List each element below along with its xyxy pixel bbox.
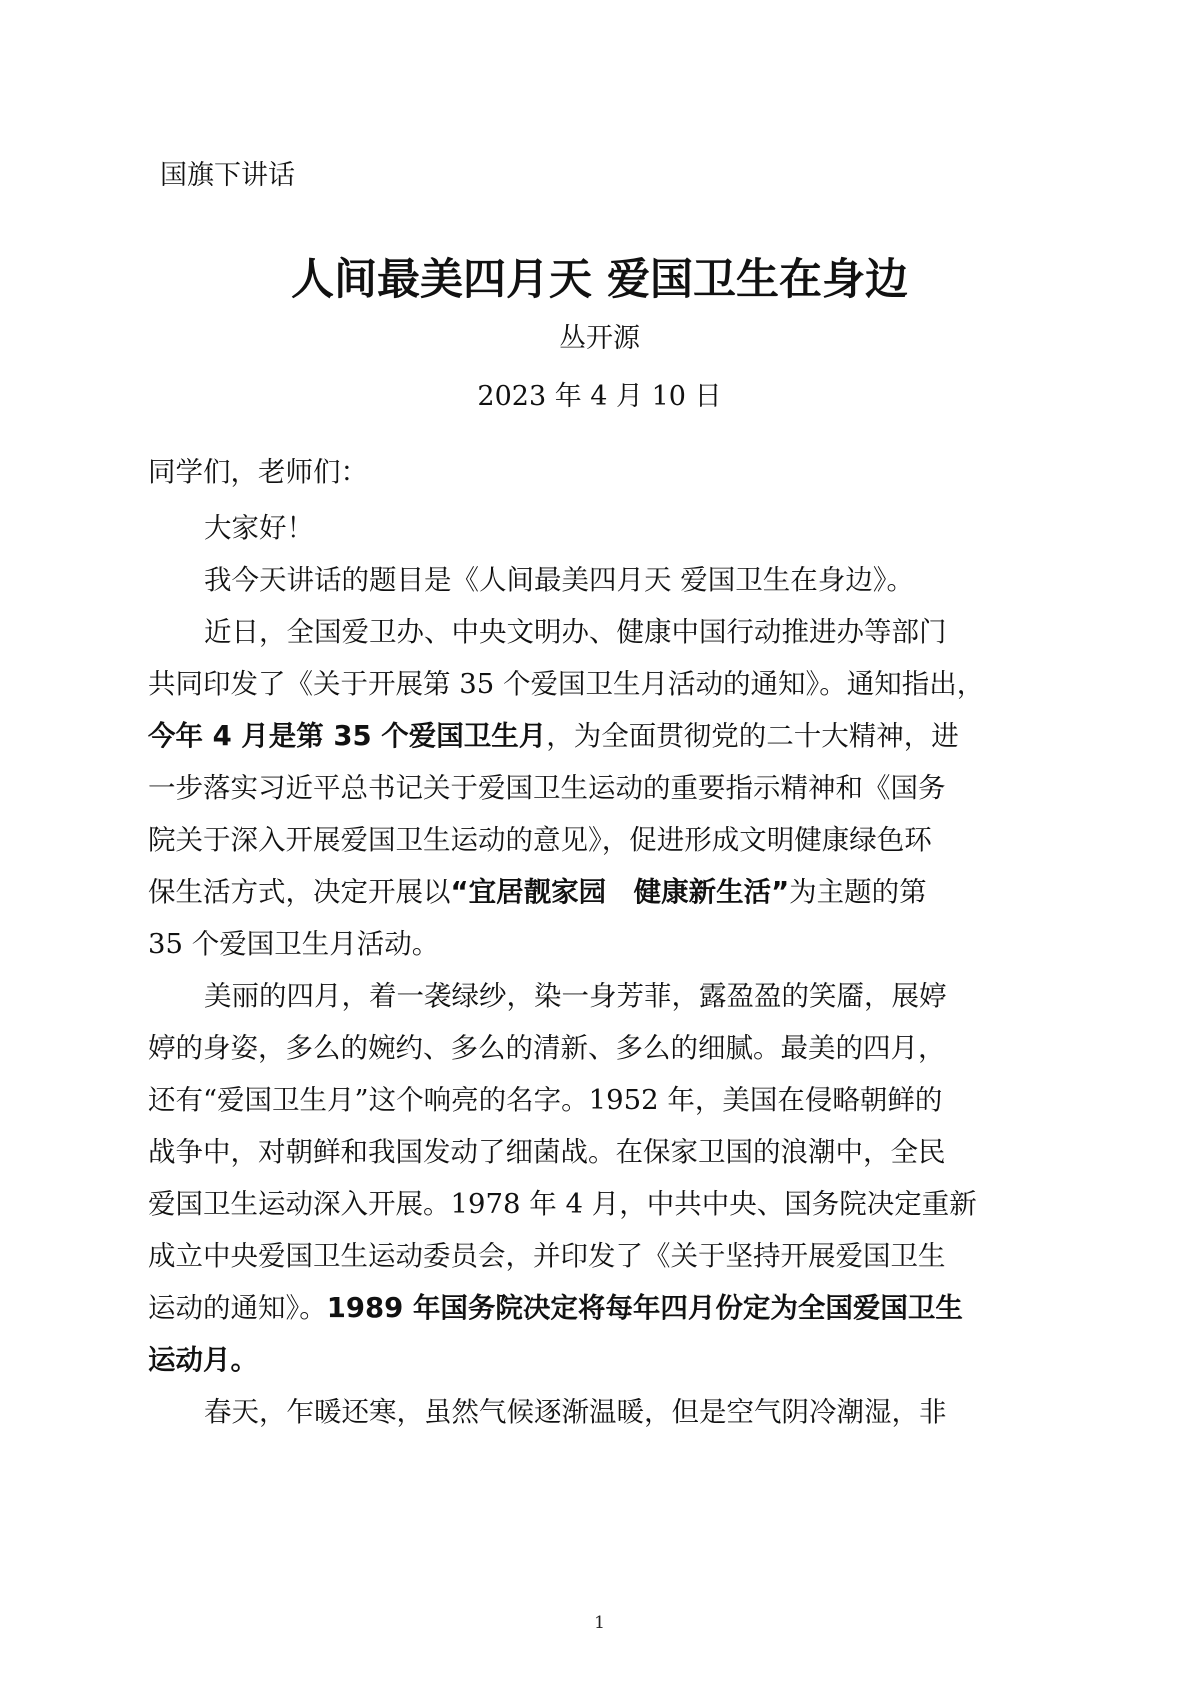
- speech-date: 2023 年 4 月 10 日: [477, 381, 722, 412]
- page-number: 1: [594, 1613, 605, 1633]
- document-title: 人间最美四月天 爱国卫生在身边: [291, 255, 908, 305]
- text-segment: 保生活方式，决定开展以: [148, 876, 451, 908]
- text-segment: 同学们，老师们：: [148, 456, 368, 488]
- text-segment: 一步落实习近平总书记关于爱国卫生运动的重要指示精神和《国务: [148, 772, 946, 804]
- body-line: [148, 1288, 963, 1328]
- body-line: [204, 976, 947, 1016]
- body-line: [148, 716, 959, 756]
- body-line: [148, 1340, 258, 1380]
- bold-text: 今年 4 月是第 35 个爱国卫生月: [148, 720, 547, 752]
- text-segment: 近日，全国爱卫办、中央文明办、健康中国行动推进办等部门: [204, 616, 947, 648]
- body-line: [204, 612, 947, 652]
- body-line: [148, 1132, 946, 1172]
- text-segment: 春天，乍暖还寒，虽然气候逐渐温暖，但是空气阴冷潮湿，非: [204, 1396, 947, 1428]
- body-line: [204, 1392, 947, 1432]
- body-line: [148, 924, 439, 964]
- body-line: [148, 452, 368, 492]
- text-segment: 美丽的四月，着一袭绿纱，染一身芳菲，露盈盈的笑靥，展婷: [204, 980, 947, 1012]
- bold-text: “宜居靓家园 健康新生活”: [450, 876, 790, 908]
- body-line: [148, 1080, 942, 1120]
- body-line: [204, 508, 314, 548]
- text-segment: 共同印发了《关于开展第 35 个爱国卫生月活动的通知》。通知指出，: [148, 668, 985, 700]
- text-segment: 大家好！: [204, 512, 314, 544]
- body-line: [148, 820, 932, 860]
- body-line: [204, 560, 914, 600]
- text-segment: 运动的通知》。: [148, 1292, 327, 1324]
- text-segment: 战争中，对朝鲜和我国发动了细菌战。在保家卫国的浪潮中，全民: [148, 1136, 946, 1168]
- bold-text: 1989 年国务院决定将每年四月份定为全国爱国卫生: [326, 1292, 963, 1324]
- body-line: [148, 1028, 946, 1068]
- bold-text: 运动月。: [148, 1344, 258, 1376]
- text-segment: ，为全面贯彻党的二十大精神，进: [546, 720, 959, 752]
- body-line: [148, 872, 927, 912]
- text-segment: 还有“爱国卫生月”这个响亮的名字。1952 年，美国在侵略朝鲜的: [148, 1084, 943, 1116]
- body-line: [148, 1184, 977, 1224]
- body-line: [148, 1236, 946, 1276]
- text-segment: 成立中央爱国卫生运动委员会，并印发了《关于坚持开展爱国卫生: [148, 1240, 946, 1272]
- text-segment: 我今天讲话的题目是《人间最美四月天 爱国卫生在身边》。: [204, 564, 914, 596]
- text-segment: 婷的身姿，多么的婉约、多么的清新、多么的细腻。最美的四月，: [148, 1032, 946, 1064]
- text-segment: 爱国卫生运动深入开展。1978 年 4 月，中共中央、国务院决定重新: [148, 1188, 977, 1220]
- body-line: [148, 664, 984, 704]
- header-label: 国旗下讲话: [160, 160, 295, 191]
- text-segment: 为主题的第: [789, 876, 927, 908]
- author-name: 丛开源: [559, 323, 640, 354]
- text-segment: 35 个爱国卫生月活动。: [148, 928, 440, 960]
- body-line: [148, 768, 946, 808]
- text-segment: 院关于深入开展爱国卫生运动的意见》，促进形成文明健康绿色环: [148, 824, 932, 856]
